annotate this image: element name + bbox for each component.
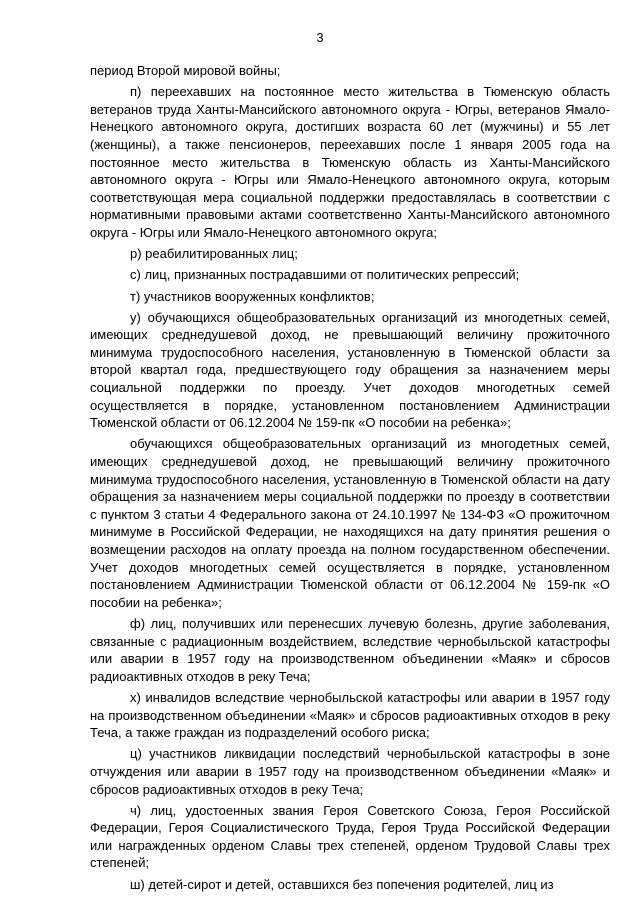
paragraph-item-u-continued: обучающихся общеобразовательных организаций из многодетных семей, имеющих среднедушевой доход, не превышающий величину прожиточного минимума трудоспособного населения, установленную в Тюменской области на дату обращения за назначением меры социальной поддержки по проезду в соответствии с пунктом 3 статьи 4 Федерального закона от 24.10.1997 № 134-ФЗ «О прожиточном минимуме в Российской Федерации, не находящихся на дату принятия решения о возмещении расходов на оплату проезда на полном государственном обеспечении. Учет доходов многодетных семей осуществляется в порядке, установленном постановлением Администрации Тюменской области от 06.12.2004 № 159-пк «О пособии на ребенка»;	[90, 436, 610, 610]
paragraph-item-u: у) обучающихся общеобразовательных организаций из многодетных семей, имеющих среднедушевой доход, не превышающий величину прожиточного минимума трудоспособного населения, установленную в Тюменской области за второй квартал года, предшествующего году обращения за назначением меры социальной поддержки по проезду. Учет доходов многодетных семей осуществляется в порядке, установленном постановлением Администрации Тюменской области от 06.12.2004 № 159-пк «О пособии на ребенка»;	[90, 309, 610, 431]
paragraph-item-kh: х) инвалидов вследствие чернобыльской катастрофы или аварии в 1957 году на производственном объединении «Маяк» и сбросов радиоактивных отходов в реку Теча, а также граждан из подразделений особого риска;	[90, 689, 610, 741]
paragraph-item-s: с) лиц, признанных пострадавшими от политических репрессий;	[130, 267, 520, 283]
paragraph-item-t: т) участников вооруженных конфликтов;	[130, 288, 375, 304]
document-body	[90, 62, 610, 897]
paragraph-item-r: р) реабилитированных лиц;	[130, 246, 298, 262]
paragraph-item-ts: ц) участников ликвидации последствий чернобыльской катастрофы в зоне отчуждения или аварии в 1957 году на производственном объединении «Маяк» и сбросов радиоактивных отходов в реку Теча;	[90, 746, 610, 797]
page-number: 3	[316, 30, 324, 45]
paragraph-continuation: период Второй мировой войны;	[90, 63, 281, 78]
paragraph-item-ch: ч) лиц, удостоенных звания Героя Советского Союза, Героя Российской Федерации, Героя Социалистического Труда, Героя Труда Российской Федерации или награжденных орденом Славы трех степеней, орденом Трудовой Славы трех степеней;	[90, 802, 610, 871]
paragraph-item-sh: ш) детей-сирот и детей, оставшихся без попечения родителей, лиц из	[130, 876, 554, 892]
paragraph-item-p: п) переехавших на постоянное место жительства в Тюменскую область ветеранов труда Ханты-Мансийского автономного округа - Югры, ветеранов Ямало-Ненецкого автономного округа, достигших возраста 60 лет (мужчины) и 55 лет (женщины), а также пенсионеров, переехавших после 1 января 2005 года на постоянное место жительства в Тюменскую область из Ханты-Мансийского автономного округа - Югры или Ямало-Ненецкого автономного округа, которым соответствующая мера социальной поддержки предоставлялась в соответствии с нормативными правовыми актами соответственно Ханты-Мансийского автономного округа - Югры или Ямало-Ненецкого автономного округа;	[90, 84, 610, 240]
paragraph-item-f: ф) лиц, получивших или перенесших лучевую болезнь, другие заболевания, связанные с радиационным воздействием, вследствие чернобыльской катастрофы или аварии в 1957 году на производственном объединении «Маяк» и сбросов радиоактивных отходов в реку Теча;	[90, 615, 610, 684]
